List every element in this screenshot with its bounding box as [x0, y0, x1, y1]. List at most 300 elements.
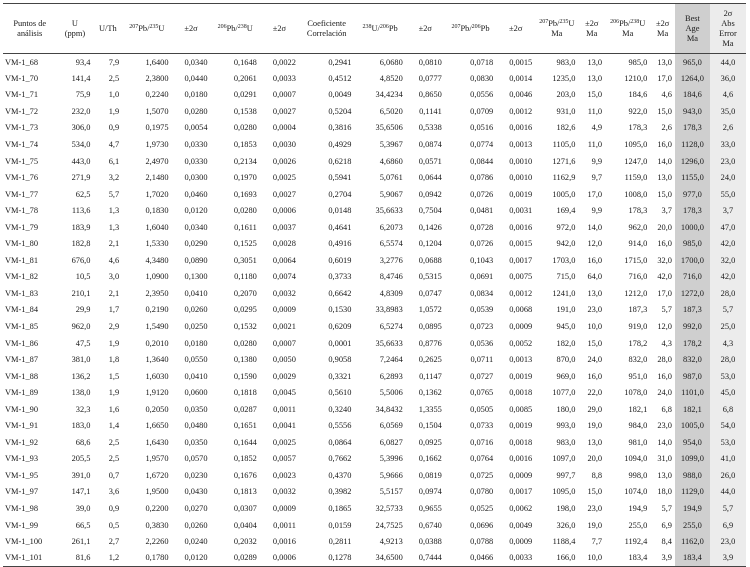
- table-cell: 1097,0: [552, 454, 576, 464]
- table-cell: 0,0536: [470, 338, 494, 348]
- table-cell: 19,0: [587, 520, 603, 530]
- table-cell: 1,6030: [145, 371, 169, 381]
- table-cell: 0,0260: [184, 305, 208, 315]
- table-cell: 19,0: [587, 421, 603, 431]
- table-row: [3, 103, 746, 120]
- table-cell: 16,0: [587, 371, 603, 381]
- table-cell: 42,0: [657, 272, 672, 282]
- table-cell: 0,0009: [272, 504, 296, 514]
- table-cell: 0,0709: [470, 106, 494, 116]
- header-u238-pb206: $^{238}$U/$^{206}$Pb: [354, 4, 405, 54]
- table-cell: 977,0: [675, 186, 710, 203]
- table-cell: 1,5330: [145, 239, 169, 249]
- table-cell: 998,0: [628, 470, 648, 480]
- sample-id-cell: VM-1_91: [5, 421, 39, 431]
- header-age-err-2: ±2σ Ma: [650, 4, 675, 54]
- sample-id-cell: VM-1_72: [5, 106, 39, 116]
- table-cell: 6,0569: [379, 421, 403, 431]
- table-cell: 1,7020: [145, 189, 169, 199]
- table-cell: 10,5: [75, 272, 91, 282]
- table-cell: 0,0307: [233, 504, 257, 514]
- table-cell: 42,0: [710, 269, 746, 286]
- table-cell: 0,0004: [272, 123, 296, 133]
- table-cell: 0,1865: [328, 504, 352, 514]
- table-cell: 1715,0: [624, 255, 648, 265]
- table-cell: 23,0: [710, 153, 746, 170]
- table-cell: 0,0290: [184, 239, 208, 249]
- table-cell: 0,7504: [418, 206, 442, 216]
- table-cell: 0,0688: [418, 255, 442, 265]
- sample-id-cell: VM-1_77: [5, 189, 39, 199]
- table-cell: 191,0: [556, 305, 576, 315]
- table-cell: 0,0726: [470, 239, 494, 249]
- sample-id-cell: VM-1_75: [5, 156, 39, 166]
- sample-id-cell: VM-1_73: [5, 123, 39, 133]
- table-cell: 14,0: [657, 156, 672, 166]
- table-row: [3, 169, 746, 186]
- table-cell: 0,0718: [470, 57, 494, 67]
- table-cell: 15,0: [587, 338, 603, 348]
- table-cell: 0,1662: [418, 454, 442, 464]
- table-cell: 0,2134: [233, 156, 257, 166]
- table-cell: 0,0516: [470, 123, 494, 133]
- table-cell: 62,5: [75, 189, 91, 199]
- table-row: [3, 285, 746, 302]
- table-cell: 0,0727: [470, 371, 494, 381]
- table-cell: 0,6019: [328, 255, 352, 265]
- table-cell: 0,0350: [184, 404, 208, 414]
- table-cell: 3,7: [661, 206, 672, 216]
- table-cell: 832,0: [628, 355, 648, 365]
- table-row: [3, 269, 746, 286]
- table-cell: 0,7: [108, 470, 120, 480]
- table-cell: 17,0: [657, 288, 672, 298]
- table-cell: 0,0330: [184, 156, 208, 166]
- table-cell: 232,0: [71, 106, 91, 116]
- table-cell: 0,0291: [233, 90, 257, 100]
- table-cell: 0,0027: [272, 106, 296, 116]
- table-cell: 15,0: [657, 106, 672, 116]
- table-cell: 5,7: [661, 305, 672, 315]
- table-cell: 93,4: [75, 57, 91, 67]
- table-cell: 4,6: [108, 255, 120, 265]
- table-cell: 11,0: [587, 106, 603, 116]
- table-cell: 33,0: [710, 136, 746, 153]
- table-cell: 39,0: [75, 504, 91, 514]
- table-cell: 381,0: [71, 355, 91, 365]
- table-cell: 15,0: [587, 487, 603, 497]
- table-cell: 8,4746: [379, 272, 403, 282]
- table-cell: 1,4: [108, 421, 120, 431]
- table-cell: 0,2704: [328, 189, 352, 199]
- table-cell: 182,8: [71, 239, 91, 249]
- table-body: [3, 54, 746, 567]
- table-cell: 1155,0: [675, 169, 710, 186]
- table-cell: 255,0: [628, 520, 648, 530]
- table-cell: 183,9: [71, 222, 91, 232]
- sample-id-cell: VM-1_71: [5, 90, 39, 100]
- table-cell: 4,7: [108, 140, 120, 149]
- table-cell: 0,0480: [184, 421, 208, 431]
- table-cell: 1000,0: [675, 219, 710, 236]
- table-cell: 0,0019: [509, 371, 533, 381]
- table-cell: 0,0350: [184, 437, 208, 447]
- table-cell: 0,0570: [184, 454, 208, 464]
- header-best-age: Best Age Ma: [675, 4, 710, 54]
- table-cell: 3,2776: [379, 255, 403, 265]
- table-cell: 6,5274: [379, 322, 403, 332]
- table-cell: 0,0017: [509, 487, 533, 497]
- table-cell: 0,0240: [184, 537, 208, 547]
- table-cell: 194,9: [628, 504, 648, 514]
- table-cell: 1,2: [93, 550, 122, 567]
- table-cell: 0,0013: [509, 355, 533, 365]
- table-cell: 34,6500: [354, 550, 405, 567]
- table-cell: 0,0075: [509, 272, 533, 282]
- table-cell: 715,0: [556, 272, 576, 282]
- table-cell: 0,0029: [272, 371, 296, 381]
- table-cell: 0,1830: [145, 206, 169, 216]
- table-cell: 1296,0: [675, 153, 710, 170]
- table-cell: 0,1780: [122, 550, 171, 567]
- table-cell: 4,9213: [379, 537, 403, 547]
- table-cell: 0,0481: [470, 206, 494, 216]
- table-cell: 0,0764: [470, 454, 494, 464]
- table-cell: 1,0900: [145, 272, 169, 282]
- table-cell: 0,0330: [184, 140, 208, 149]
- table-cell: 0,0045: [272, 388, 296, 398]
- table-cell: 0,0895: [418, 322, 442, 332]
- table-cell: 23,0: [657, 421, 672, 431]
- table-cell: 0,1204: [418, 239, 442, 249]
- table-cell: 0,0410: [184, 288, 208, 298]
- table-cell: 210,1: [71, 288, 91, 298]
- table-row: [3, 517, 746, 534]
- table-row: [3, 236, 746, 253]
- table-cell: 1,6650: [145, 421, 169, 431]
- table-cell: 1008,0: [624, 189, 648, 199]
- table-cell: 0,0030: [272, 140, 296, 149]
- table-cell: 951,0: [628, 371, 648, 381]
- table-cell: 0,0550: [184, 355, 208, 365]
- header-u-ppm: U (ppm): [56, 4, 93, 54]
- table-cell: 2,6: [661, 123, 672, 133]
- table-cell: 1,9120: [145, 388, 169, 398]
- sample-id-cell: VM-1_86: [5, 338, 39, 348]
- table-cell: 0,0027: [272, 189, 296, 199]
- table-cell: 10,0: [587, 322, 603, 332]
- table-cell: 0,0032: [272, 288, 296, 298]
- table-cell: 14,0: [657, 437, 672, 447]
- table-cell: 184,6: [675, 87, 710, 104]
- table-cell: 5,7: [108, 189, 120, 199]
- table-cell: 443,0: [71, 156, 91, 166]
- table-cell: 35,0: [710, 103, 746, 120]
- header-age-206-238: $^{206}$Pb/$^{238}$U Ma: [605, 4, 650, 54]
- table-cell: 178,3: [675, 120, 710, 137]
- table-cell: 35,6506: [375, 123, 403, 133]
- table-cell: 54,0: [710, 418, 746, 435]
- table-cell: 13,0: [657, 470, 672, 480]
- table-cell: 1,9570: [145, 454, 169, 464]
- table-cell: 992,0: [675, 318, 710, 335]
- table-cell: 6,9: [661, 520, 672, 530]
- table-cell: 1005,0: [675, 418, 710, 435]
- table-cell: 0,0033: [496, 550, 535, 567]
- table-cell: 0,0728: [470, 222, 494, 232]
- table-row: [3, 252, 746, 269]
- table-cell: 34,8432: [375, 404, 403, 414]
- table-cell: 716,0: [628, 272, 648, 282]
- table-cell: 0,0057: [272, 454, 296, 464]
- sample-id-cell: VM-1_87: [5, 355, 39, 365]
- table-cell: 0,0525: [470, 504, 494, 514]
- table-cell: 13,0: [657, 173, 672, 183]
- table-cell: 981,0: [628, 437, 648, 447]
- header-err-4: ±2σ: [496, 4, 535, 54]
- table-cell: 32,0: [657, 255, 672, 265]
- table-cell: 2,4970: [145, 156, 169, 166]
- table-cell: 0,1426: [418, 222, 442, 232]
- table-cell: 4,3: [710, 335, 746, 352]
- table-cell: 0,2190: [145, 305, 169, 315]
- table-cell: 4,6860: [379, 156, 403, 166]
- table-cell: 5,5006: [379, 388, 403, 398]
- table-row: [3, 120, 746, 137]
- sample-id-cell: VM-1_82: [5, 272, 39, 282]
- table-cell: 5,9666: [379, 470, 403, 480]
- table-cell: 0,0289: [211, 550, 260, 567]
- table-cell: 5,7: [710, 302, 746, 319]
- table-cell: 676,0: [71, 255, 91, 265]
- table-cell: 41,0: [710, 451, 746, 468]
- table-cell: 1,7: [108, 305, 120, 315]
- table-cell: 4,6: [661, 90, 672, 100]
- table-cell: 6,0680: [379, 57, 403, 67]
- sample-id-cell: VM-1_92: [5, 437, 39, 447]
- table-cell: 0,1676: [233, 470, 257, 480]
- table-cell: 0,2061: [233, 73, 257, 83]
- table-cell: 0,3321: [328, 371, 352, 381]
- table-cell: 10,0: [578, 550, 605, 567]
- table-cell: 22,0: [587, 388, 603, 398]
- table-cell: 0,0016: [509, 123, 533, 133]
- table-cell: 1210,0: [624, 73, 648, 83]
- table-cell: 25,0: [710, 318, 746, 335]
- table-cell: 0,5556: [328, 421, 352, 431]
- table-cell: 0,2625: [418, 355, 442, 365]
- table-cell: 1162,9: [552, 173, 576, 183]
- table-cell: 5,9067: [379, 189, 403, 199]
- table-cell: 178,3: [675, 202, 710, 219]
- table-cell: 0,0556: [470, 90, 494, 100]
- table-cell: 0,0819: [418, 470, 442, 480]
- table-cell: 0,0834: [470, 288, 494, 298]
- table-cell: 0,0844: [470, 156, 494, 166]
- table-row: [3, 401, 746, 418]
- sample-id-cell: VM-1_80: [5, 239, 39, 249]
- table-cell: 4,8520: [379, 73, 403, 83]
- table-cell: 985,0: [628, 57, 648, 67]
- table-cell: 24,0: [657, 388, 672, 398]
- table-cell: 534,0: [71, 140, 91, 149]
- u-pb-geochronology-table: [3, 3, 746, 567]
- table-cell: 2,3950: [145, 288, 169, 298]
- table-cell: 14,0: [587, 222, 603, 232]
- table-row: [3, 434, 746, 451]
- table-cell: 983,0: [556, 57, 576, 67]
- table-cell: 0,0010: [509, 156, 533, 166]
- table-cell: 16,0: [657, 140, 672, 149]
- table-cell: 1094,0: [624, 454, 648, 464]
- table-cell: 0,0068: [509, 305, 533, 315]
- table-cell: 24,7525: [375, 520, 403, 530]
- table-cell: 0,0001: [328, 338, 352, 348]
- table-cell: 0,0046: [509, 90, 533, 100]
- table-cell: 6,1: [108, 156, 120, 166]
- table-cell: 113,6: [71, 206, 91, 216]
- table-cell: 166,0: [535, 550, 578, 567]
- table-cell: 7,9: [108, 57, 120, 67]
- table-cell: 0,1380: [233, 355, 257, 365]
- table-cell: 1159,0: [624, 173, 648, 183]
- table-cell: 0,0788: [470, 537, 494, 547]
- table-cell: 942,0: [556, 239, 576, 249]
- table-cell: 0,0049: [509, 520, 533, 530]
- table-cell: 6,5020: [379, 106, 403, 116]
- header-pb207-u235: $^{207}$Pb/$^{235}$U: [122, 4, 171, 54]
- table-row: [3, 219, 746, 236]
- table-cell: 1,6040: [145, 222, 169, 232]
- table-cell: 0,1525: [233, 239, 257, 249]
- table-cell: 962,0: [71, 322, 91, 332]
- table-cell: 0,0180: [184, 90, 208, 100]
- table-cell: 0,0600: [184, 388, 208, 398]
- table-cell: 0,0019: [509, 421, 533, 431]
- header-sample-point: Puntos de análisis: [3, 4, 56, 54]
- table-cell: 5,3967: [379, 140, 403, 149]
- table-cell: 0,0430: [184, 487, 208, 497]
- table-cell: 0,1504: [418, 421, 442, 431]
- table-cell: 0,0037: [272, 222, 296, 232]
- table-cell: 0,0022: [272, 57, 296, 67]
- table-cell: 178,2: [628, 338, 648, 348]
- table-cell: 13,0: [587, 437, 603, 447]
- table-cell: 326,0: [556, 520, 576, 530]
- table-row: [3, 351, 746, 368]
- table-cell: 0,0148: [328, 206, 352, 216]
- sample-id-cell: VM-1_83: [5, 288, 39, 298]
- table-cell: 954,0: [675, 434, 710, 451]
- table-cell: 1,5490: [145, 322, 169, 332]
- table-cell: 9,9: [591, 156, 603, 166]
- table-cell: 0,0388: [418, 537, 442, 547]
- table-cell: 31,0: [657, 454, 672, 464]
- table-cell: 1,3: [108, 222, 120, 232]
- table-cell: 0,8776: [418, 338, 442, 348]
- table-cell: 35,6633: [375, 338, 403, 348]
- table-cell: 0,0726: [470, 189, 494, 199]
- table-cell: 987,0: [675, 368, 710, 385]
- table-cell: 1,5: [108, 371, 120, 381]
- table-cell: 0,0925: [418, 437, 442, 447]
- table-cell: 32,3: [75, 404, 91, 414]
- header-row: [3, 4, 746, 54]
- table-cell: 716,0: [675, 269, 710, 286]
- table-cell: 0,2050: [145, 404, 169, 414]
- table-row: [3, 70, 746, 87]
- table-cell: 0,1693: [233, 189, 257, 199]
- table-cell: 81,6: [56, 550, 93, 567]
- table-cell: 35,6633: [375, 206, 403, 216]
- table-cell: 945,0: [556, 322, 576, 332]
- table-cell: 0,5315: [418, 272, 442, 282]
- table-cell: 3,2: [108, 173, 120, 183]
- table-cell: 4,3: [661, 338, 672, 348]
- table-cell: 0,0466: [445, 550, 496, 567]
- table-cell: 12,0: [657, 322, 672, 332]
- table-cell: 180,0: [556, 404, 576, 414]
- table-row: [3, 87, 746, 104]
- sample-id-cell: VM-1_97: [5, 487, 39, 497]
- table-cell: 4,3480: [145, 255, 169, 265]
- table-cell: 0,0006: [272, 206, 296, 216]
- table-cell: 0,9058: [328, 355, 352, 365]
- header-err-3: ±2σ: [406, 4, 445, 54]
- table-cell: 7,7: [591, 537, 603, 547]
- table-cell: 24,0: [710, 169, 746, 186]
- table-cell: 0,6740: [418, 520, 442, 530]
- table-cell: 9,7: [591, 173, 603, 183]
- table-cell: 1099,0: [675, 451, 710, 468]
- table-cell: 5,7: [661, 504, 672, 514]
- table-cell: 919,0: [628, 322, 648, 332]
- table-cell: 0,1651: [233, 421, 257, 431]
- table-cell: 36,0: [710, 70, 746, 87]
- table-cell: 0,0280: [233, 338, 257, 348]
- sample-id-cell: VM-1_76: [5, 173, 39, 183]
- table-cell: 0,1278: [299, 550, 354, 567]
- table-cell: 4,9: [591, 123, 603, 133]
- sample-id-cell: VM-1_95: [5, 470, 39, 480]
- table-cell: 0,0028: [272, 239, 296, 249]
- table-cell: 0,1644: [233, 437, 257, 447]
- table-cell: 1,6400: [145, 57, 169, 67]
- table-cell: 15,0: [657, 189, 672, 199]
- table-cell: 178,3: [628, 123, 648, 133]
- table-row: [3, 335, 746, 352]
- sample-id-cell: VM-1_78: [5, 206, 39, 216]
- table-cell: 1,8: [108, 355, 120, 365]
- table-cell: 0,3982: [328, 487, 352, 497]
- table-row: [3, 302, 746, 319]
- sample-id-cell: VM-1_68: [5, 57, 39, 67]
- table-cell: 2,6: [710, 120, 746, 137]
- table-cell: 0,0777: [418, 73, 442, 83]
- table-cell: 0,0974: [418, 487, 442, 497]
- table-cell: 0,1852: [233, 454, 257, 464]
- table-cell: 0,0295: [233, 305, 257, 315]
- table-cell: 47,0: [710, 219, 746, 236]
- table-cell: 962,0: [628, 222, 648, 232]
- table-cell: 0,4929: [328, 140, 352, 149]
- sample-id-cell: VM-1_88: [5, 371, 39, 381]
- sample-id-cell: VM-1_100: [5, 537, 43, 547]
- table-cell: 32,5733: [375, 504, 403, 514]
- sample-id-cell: VM-1_99: [5, 520, 39, 530]
- table-cell: 0,6642: [328, 288, 352, 298]
- table-row: [3, 318, 746, 335]
